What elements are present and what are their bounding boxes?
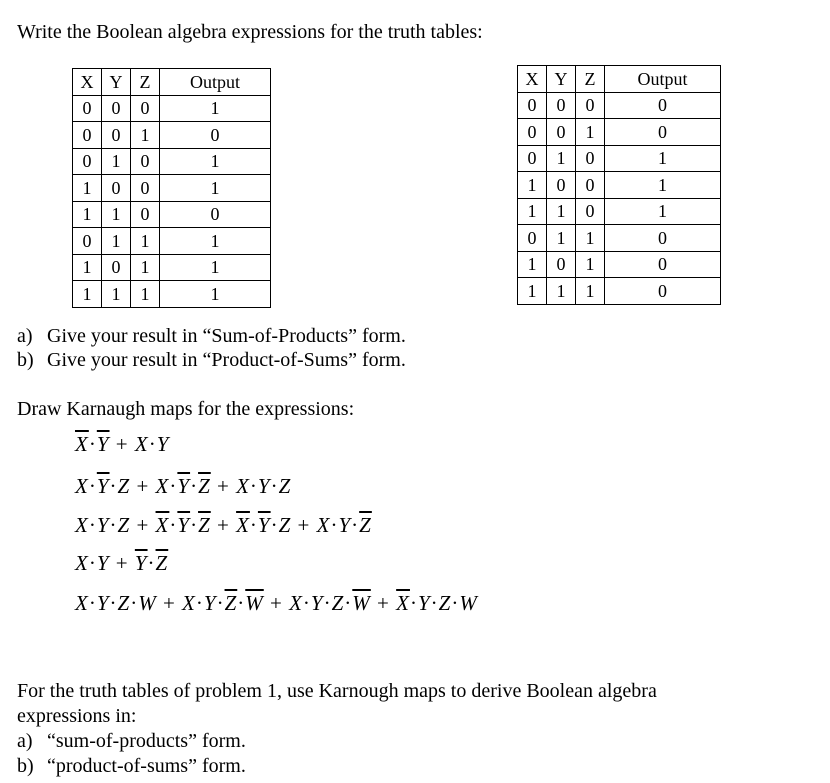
output-cell: 0 xyxy=(605,119,721,146)
input-cell: 1 xyxy=(102,281,131,308)
table-row xyxy=(518,172,721,199)
column-header: Z xyxy=(576,66,605,93)
input-cell: 0 xyxy=(102,175,131,202)
output-cell: 1 xyxy=(160,228,271,255)
input-cell: 0 xyxy=(547,251,576,278)
output-cell: 1 xyxy=(160,281,271,308)
input-cell: 1 xyxy=(131,228,160,255)
expression-3: $X\cdot Y\cdot Z + \overline{X}\cdot\overline{Y}\cdot\overline{Z} + \overline{X}\cdot\overline{Y}\cdot Z + X\cdot Y\cdot\overline{Z}$ xyxy=(75,513,372,537)
table-row xyxy=(518,251,721,278)
expression-2: $X\cdot\overline{Y}\cdot Z + X\cdot\overline{Y}\cdot\overline{Z} + X\cdot Y\cdot Z$ xyxy=(75,474,292,498)
output-cell: 1 xyxy=(605,145,721,172)
input-cell: 1 xyxy=(73,281,102,308)
input-cell: 0 xyxy=(131,175,160,202)
list-marker: b) xyxy=(17,349,34,371)
input-cell: 0 xyxy=(73,122,102,149)
table-row xyxy=(518,225,721,252)
input-cell: 1 xyxy=(576,225,605,252)
part1-b-text: Give your result in “Product-of-Sums” form. xyxy=(47,349,406,371)
input-cell: 0 xyxy=(73,228,102,255)
input-cell: 0 xyxy=(576,92,605,119)
problem3-item-a xyxy=(17,729,246,753)
output-cell: 1 xyxy=(160,175,271,202)
expression-4: $X\cdot Y + \overline{Y}\cdot\overline{Z}$ xyxy=(75,551,169,575)
input-cell: 1 xyxy=(518,251,547,278)
input-cell: 1 xyxy=(518,278,547,305)
output-cell: 0 xyxy=(160,122,271,149)
input-cell: 1 xyxy=(547,278,576,305)
input-cell: 0 xyxy=(131,148,160,175)
input-cell: 1 xyxy=(102,201,131,228)
input-cell: 1 xyxy=(102,228,131,255)
input-cell: 0 xyxy=(73,148,102,175)
part1-item-a xyxy=(17,324,406,348)
input-cell: 0 xyxy=(547,92,576,119)
problem3-line1: For the truth tables of problem 1, use Karnough maps to derive Boolean algebra xyxy=(17,680,657,702)
input-cell: 0 xyxy=(131,201,160,228)
table-row xyxy=(518,92,721,119)
output-cell: 0 xyxy=(605,92,721,119)
column-header: Output xyxy=(605,66,721,93)
input-cell: 0 xyxy=(73,95,102,122)
table-row xyxy=(73,175,271,202)
input-cell: 1 xyxy=(576,278,605,305)
column-header: Y xyxy=(547,66,576,93)
problem3-line2: expressions in: xyxy=(17,705,137,727)
part1-a-text: Give your result in “Sum-of-Products” form. xyxy=(47,325,406,347)
column-header: Output xyxy=(160,69,271,96)
input-cell: 0 xyxy=(518,145,547,172)
input-cell: 1 xyxy=(131,254,160,281)
column-header: Y xyxy=(102,69,131,96)
truth-table-2 xyxy=(517,65,721,305)
table-row xyxy=(73,228,271,255)
output-cell: 0 xyxy=(605,251,721,278)
input-cell: 0 xyxy=(102,95,131,122)
list-marker: a) xyxy=(17,325,33,347)
input-cell: 0 xyxy=(102,122,131,149)
input-cell: 0 xyxy=(518,92,547,119)
problem3-item-b xyxy=(17,754,246,778)
input-cell: 0 xyxy=(576,198,605,225)
heading: Write the Boolean algebra expressions for the truth tables: xyxy=(17,21,483,43)
table-row xyxy=(73,95,271,122)
input-cell: 0 xyxy=(518,225,547,252)
input-cell: 1 xyxy=(73,175,102,202)
output-cell: 0 xyxy=(605,278,721,305)
list-marker: b) xyxy=(17,755,34,777)
kmap-heading: Draw Karnaugh maps for the expressions: xyxy=(17,398,355,420)
output-cell: 1 xyxy=(160,254,271,281)
table-row xyxy=(73,148,271,175)
table-row xyxy=(73,201,271,228)
input-cell: 1 xyxy=(102,148,131,175)
table-header-row xyxy=(73,69,271,96)
column-header: X xyxy=(518,66,547,93)
input-cell: 0 xyxy=(547,172,576,199)
output-cell: 1 xyxy=(160,148,271,175)
part1-item-b xyxy=(17,348,406,372)
column-header: X xyxy=(73,69,102,96)
column-header: Z xyxy=(131,69,160,96)
input-cell: 1 xyxy=(131,281,160,308)
table-row xyxy=(73,122,271,149)
input-cell: 0 xyxy=(547,119,576,146)
output-cell: 1 xyxy=(605,198,721,225)
table-row xyxy=(518,119,721,146)
input-cell: 0 xyxy=(518,119,547,146)
input-cell: 0 xyxy=(576,145,605,172)
output-cell: 0 xyxy=(160,201,271,228)
table-row xyxy=(518,198,721,225)
table-row xyxy=(73,254,271,281)
input-cell: 1 xyxy=(73,201,102,228)
input-cell: 1 xyxy=(576,119,605,146)
output-cell: 1 xyxy=(160,95,271,122)
input-cell: 1 xyxy=(131,122,160,149)
output-cell: 0 xyxy=(605,225,721,252)
input-cell: 1 xyxy=(547,145,576,172)
input-cell: 0 xyxy=(576,172,605,199)
input-cell: 1 xyxy=(518,172,547,199)
list-marker: a) xyxy=(17,730,33,752)
problem3-b-text: “product-of-sums” form. xyxy=(47,755,246,777)
table-row xyxy=(73,281,271,308)
input-cell: 1 xyxy=(576,251,605,278)
input-cell: 0 xyxy=(131,95,160,122)
table-row xyxy=(518,145,721,172)
expression-5: $X\cdot Y\cdot Z\cdot W + X\cdot Y\cdot\overline{Z}\cdot\overline{W} + X\cdot Y\cdot Z\cdot\overline{W} + \overline{X}\cdot Y\cdot Z\cdot W$ xyxy=(75,591,478,615)
expression-1: $\overline{X}\cdot\overline{Y} + X\cdot Y$ xyxy=(75,432,170,456)
input-cell: 1 xyxy=(518,198,547,225)
input-cell: 1 xyxy=(73,254,102,281)
input-cell: 1 xyxy=(547,225,576,252)
input-cell: 1 xyxy=(547,198,576,225)
table-header-row xyxy=(518,66,721,93)
table-row xyxy=(518,278,721,305)
input-cell: 0 xyxy=(102,254,131,281)
output-cell: 1 xyxy=(605,172,721,199)
problem3-a-text: “sum-of-products” form. xyxy=(47,730,246,752)
truth-table-1 xyxy=(72,68,271,308)
